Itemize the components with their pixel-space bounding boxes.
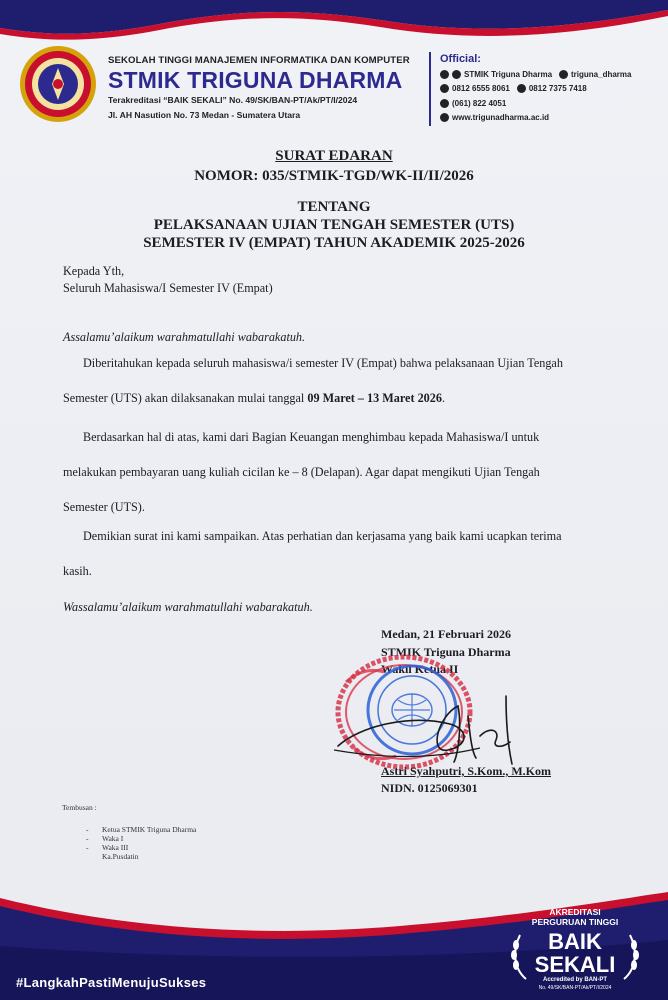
cc-label: Tembusan : (62, 803, 97, 812)
letter-about: TENTANG (297, 199, 371, 215)
accreditation-badge (500, 907, 650, 1000)
website-link[interactable]: www.trigunadharma.ac.id (452, 113, 550, 123)
paragraph-2-line-3: Semester (UTS). (63, 500, 145, 514)
cc-item-text: Waka III (102, 843, 129, 852)
paragraph-2-line-2: melakukan pembayaran uang kuliah cicilan ke – 8 (Delapan). Agar dapat mengikuti Ujian Tengah (63, 465, 540, 479)
signature-org: STMIK Triguna Dharma (381, 645, 511, 659)
badge-decree-number: No. 49/SK/BAN-PT/Ak/PT/I/2024 (538, 985, 612, 991)
official-contacts (440, 53, 631, 125)
header-divider (429, 52, 431, 126)
paragraph-3 (63, 519, 608, 589)
institution-line: SEKOLAH TINGGI MANAJEMEN INFORMATIKA DAN KOMPUTER (108, 55, 410, 66)
signer-name: Astri Syahputri, S.Kom., M.Kom (381, 764, 552, 778)
whatsapp-number-1: 0812 6555 8061 (452, 84, 510, 94)
letter-number: NOMOR: 035/STMIK-TGD/WK-II/II/2026 (194, 168, 474, 184)
signature-place-date: Medan, 21 Februari 2026 (381, 627, 511, 641)
whatsapp-icon (440, 84, 449, 93)
paragraph-3-line-2: kasih. (63, 564, 92, 578)
exam-dates: 09 Maret – 13 Maret 2026 (307, 391, 442, 405)
signer-nidn: NIDN. 0125069301 (381, 781, 478, 795)
instagram-handle: triguna_dharma (571, 69, 632, 79)
letter-subject-line-1: PELAKSANAAN UJIAN TENGAH SEMESTER (UTS) (153, 217, 515, 233)
paragraph-1-line-2-text: Semester (UTS) akan dilaksanakan mulai tanggal (63, 391, 308, 405)
globe-icon (440, 113, 449, 122)
paragraph-1 (63, 346, 608, 416)
paragraph-1-end: . (441, 391, 445, 405)
paragraph-3-line-1: Demikian surat ini kami sampaikan. Atas perhatian dan kerjasama yang baik kami ucapkan terima (83, 529, 562, 543)
official-label: Official: (440, 53, 481, 65)
letter-type: SURAT EDARAN (275, 148, 393, 164)
badge-accreditation: AKREDITASI (549, 907, 601, 917)
facebook-youtube-handle: STMIK Triguna Dharma (464, 69, 553, 79)
institution-name: STMIK TRIGUNA DHARMA (108, 67, 403, 93)
instagram-icon (559, 70, 568, 79)
phone-icon (440, 99, 449, 108)
accreditation-line: Terakreditasi “BAIK SEKALI” No. 49/SK/BAN-PT/Ak/PT/I/2024 (108, 95, 358, 105)
paragraph-1-line-1: Diberitahukan kepada seluruh mahasiswa/i semester IV (Empat) bahwa pelaksanaan Ujian Tengah (83, 356, 563, 370)
paragraph-2 (63, 420, 608, 525)
phone-number: (061) 822 4051 (452, 98, 507, 108)
paragraph-2-line-1: Berdasarkan hal di atas, kami dari Bagian Keuangan menghimbau kepada Mahasiswa/I untuk (83, 430, 540, 444)
badge-accredited-by: Accredited by BAN-PT (542, 977, 607, 983)
cc-item-text: Ketua STMIK Triguna Dharma (102, 825, 197, 834)
footer-hashtag: #LangkahPastiMenujuSukses (16, 975, 207, 990)
address-line: Jl. AH Nasution No. 73 Medan - Sumatera Utara (108, 110, 301, 120)
stmik-logo (18, 44, 98, 124)
signature-position: Wakil Ketua II (381, 662, 459, 676)
closing-greeting: Wassalamu’alaikum warahmatullahi wabarakatuh. (63, 600, 313, 614)
badge-rating-1: BAIK (548, 929, 602, 954)
paragraph-1-line-2 (63, 381, 608, 416)
whatsapp-icon (517, 84, 526, 93)
greeting: Assalamu’alaikum warahmatullahi wabarakatuh. (63, 330, 306, 344)
cc-item-text: Ka.Pusdatin (102, 852, 139, 861)
recipient-line-2: Seluruh Mahasiswa/I Semester IV (Empat) (63, 281, 273, 295)
institution-header (108, 55, 410, 120)
letter-page: SEKOLAH TINGGI MANAJEMEN INFORMATIKA DAN KOMPUTER STMIK TRIGUNA DHARMA Terakreditasi “BAIK SEKALI” No. 49/SK/BAN-PT/Ak/PT/I/2024 Jl. AH Nasution No. 73 Medan - Sumatera Utara Official: STMIK Triguna Dharma triguna_dharma 0812 6555 8061 0812 7375 7418 (061) 822 4051 www.trigunadharma.ac.id SURAT EDARAN NOMOR: 035/STMIK-TGD/WK-II/II/2026 TENTANG PELAKSANAAN UJIAN TENGAH SEMESTER (UTS) SEMESTER IV (EMPAT) TAHUN AKADEMIK 2025-2026 Kepada Yth, Seluruh Mahasiswa/I Semester IV (Empat) Assalamu’alaikum warahmatullahi wabarakatuh. Diberitahukan kepada seluruh mahasiswa/i semester IV (Empat) bahwa pelaksanaan Ujian Tengah Semester (UTS) akan dilaksanakan mulai tanggal 09 Maret – 13 Maret 2026. Berdasarkan hal di atas, kami dari Bagian Keuangan menghimbau kepada Mahasiswa/I untuk melakukan pembayaran uang kuliah cicilan ke – 8 (Delapan). Agar dapat mengikuti Ujian Tengah Semester (UTS). Demikian surat ini kami sampaikan. Atas perhatian dan kerjasama yang baik kami ucapkan terima kasih. Wassalamu’alaikum warahmatullahi wabarakatuh. Medan, 21 Februari 2026 STMIK Triguna Dharma Wakil Ketua II Astri Syahputri, S.Kom., M.Kom NIDN. 0125069301 Tembusan : - Ketua STMIK Triguna Dharma - Waka I - Waka III Ka.Pusdatin #LangkahPastiMenujuSukses AKREDITASI PERGURUAN TINGGI BAIK SEKALI Accredited by BAN-PT No. 49/SK/BAN-PT/Ak/PT/I/2024 (0, 0, 668, 1000)
cc-item-text: Waka I (102, 834, 124, 843)
whatsapp-number-2: 0812 7375 7418 (528, 84, 587, 94)
handwritten-signature (330, 676, 530, 776)
badge-rating-2: SEKALI (534, 952, 616, 977)
youtube-icon (452, 70, 461, 79)
facebook-icon (440, 70, 449, 79)
header-swoosh-decoration (0, 0, 668, 60)
recipient-line-1: Kepada Yth, (63, 264, 125, 278)
letter-subject-line-2: SEMESTER IV (EMPAT) TAHUN AKADEMIK 2025-2026 (143, 235, 525, 251)
badge-institution: PERGURUAN TINGGI (531, 917, 619, 927)
